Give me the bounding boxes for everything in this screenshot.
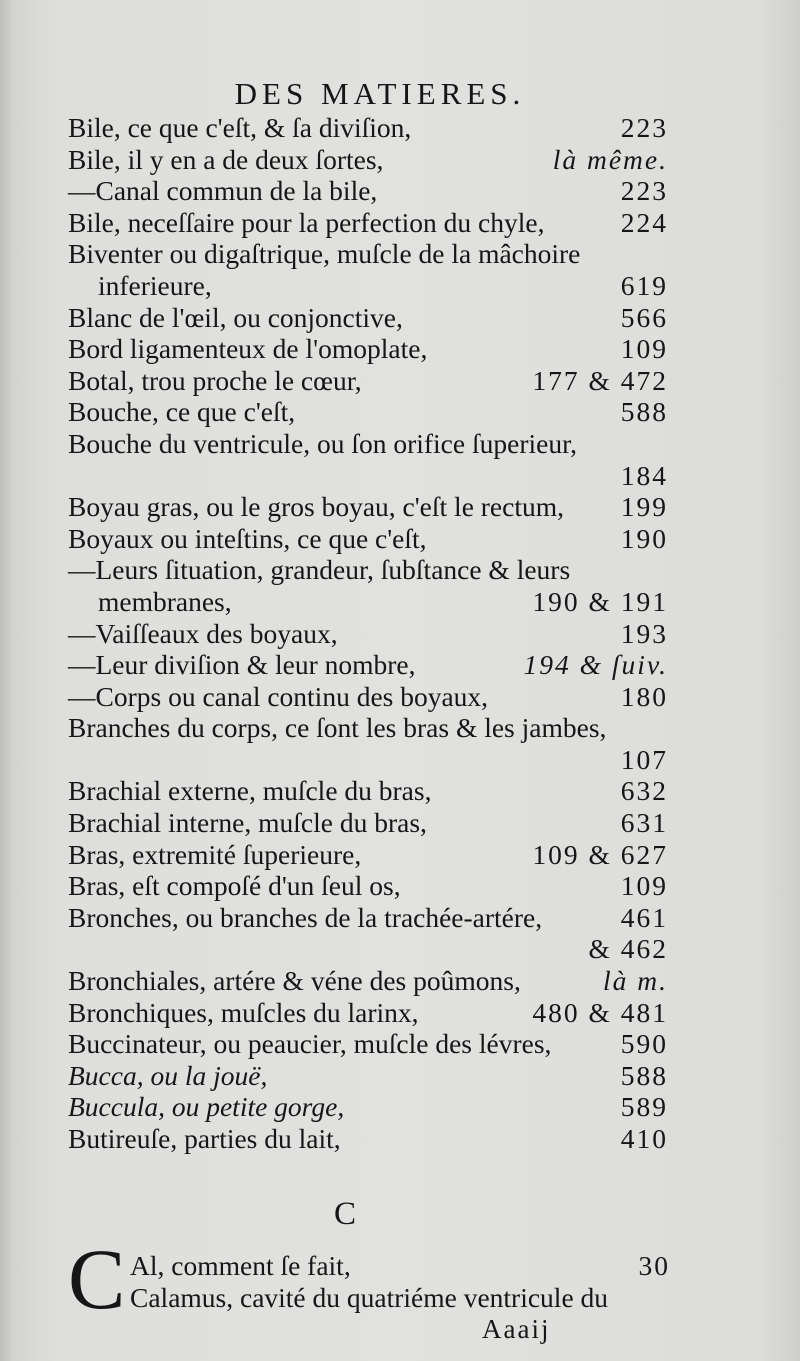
entry-page: 632 — [620, 775, 668, 807]
entry-label: Boyau gras, ou le gros boyau, c'eſt le rectum, — [68, 491, 564, 523]
entry-page: 223 — [620, 112, 668, 143]
entry-label: Bronchiales, artére & véne des poûmons, — [68, 965, 521, 997]
entry-page: 190 & 191 — [532, 585, 668, 617]
index-entry — [68, 207, 668, 239]
index-entry — [68, 396, 668, 428]
entry-label: —Vaiſſeaux des boyaux, — [68, 617, 338, 649]
index-entry — [68, 902, 668, 934]
entry-label: Bile, ce que c'eſt, & ſa diviſion, — [68, 112, 412, 143]
entry-label: Bucca, ou la jouë, — [68, 1059, 268, 1091]
dropcap-letter: C — [68, 1231, 126, 1327]
index-entry — [68, 681, 668, 713]
index-entry — [68, 965, 668, 997]
entry-page: 566 — [620, 301, 668, 333]
entry-label: Bras, extremité ſuperieure, — [68, 838, 362, 870]
entry-label: —Corps ou canal continu des boyaux, — [68, 680, 489, 712]
entry-page: 30 — [638, 1250, 670, 1281]
entry-label: Bile, neceſſaire pour la perfection du chyle, — [68, 206, 545, 238]
entry-label: Brachial externe, muſcle du bras, — [68, 775, 432, 807]
entry-page: 461 — [620, 901, 668, 933]
entry-label: Biventer ou digaſtrique, muſcle de la mâchoire — [68, 238, 581, 270]
index-entry — [68, 870, 668, 902]
entry-label: Butireuſe, parties du lait, — [68, 1123, 341, 1154]
entry-page: 107 — [620, 743, 668, 775]
index-entry — [68, 175, 668, 207]
entry-label: Bouche du ventricule, ou ſon orifice ſuperieur, — [68, 427, 578, 459]
entry-label: Bronches, ou branches de la trachée-artére, — [68, 901, 543, 933]
entry-label: Buccinateur, ou peaucier, muſcle des lévres, — [68, 1028, 552, 1060]
entry-label: Al, comment ſe fait, — [130, 1250, 351, 1281]
entry-label: Buccula, ou petite gorge, — [68, 1091, 345, 1123]
index-entry — [68, 1091, 668, 1123]
entry-page: 193 — [620, 617, 668, 649]
entry-page: là même. — [552, 143, 668, 175]
index-entry — [68, 554, 668, 586]
index-entry — [68, 1028, 668, 1060]
entry-label: Bronchiques, muſcles du larinx, — [68, 996, 419, 1028]
entry-page: 588 — [620, 396, 668, 428]
entry-page: 109 — [620, 870, 668, 902]
index-entry — [68, 649, 668, 681]
entry-page: 410 — [620, 1123, 668, 1154]
entry-label: Blanc de l'œil, ou conjonctive, — [68, 301, 403, 333]
entry-page: 480 & 481 — [532, 996, 668, 1028]
entry-page: 631 — [620, 807, 668, 839]
signature-mark: Aaaij — [482, 1314, 551, 1344]
entry-label: Bras, eſt compoſé d'un ſeul os, — [68, 870, 401, 902]
index-entry — [68, 712, 668, 744]
index-entry — [68, 270, 668, 302]
entry-page: 109 & 627 — [532, 838, 668, 870]
entry-label: Brachial interne, muſcle du bras, — [68, 807, 427, 839]
entry-label: —Leurs ſituation, grandeur, ſubſtance & leurs — [68, 554, 571, 586]
index-entry — [68, 523, 668, 555]
entry-label: Bord ligamenteux de l'omoplate, — [68, 333, 428, 365]
section-letter-heading: C — [333, 1196, 356, 1232]
entry-page: 190 — [620, 522, 668, 554]
entry-page: 180 — [620, 680, 668, 712]
index-entry — [130, 1250, 670, 1282]
entry-label: Botal, trou proche le cœur, — [68, 364, 362, 396]
index-entry — [68, 365, 668, 397]
entry-page: 588 — [620, 1059, 668, 1091]
entry-page: & 462 — [588, 933, 668, 965]
entry-page: 109 — [620, 333, 668, 365]
index-entry — [68, 238, 668, 270]
entry-page: 184 — [620, 459, 668, 491]
index-entry — [68, 775, 668, 807]
entry-label: Calamus, cavité du quatriéme ventricule du — [130, 1281, 609, 1313]
index-entry — [68, 586, 668, 618]
entry-page: 223 — [620, 175, 668, 207]
entry-page: 619 — [620, 269, 668, 301]
index-entry — [68, 997, 668, 1029]
index-entry — [68, 491, 668, 523]
entry-page: là m. — [603, 965, 668, 997]
entry-label: inferieure, — [98, 269, 212, 301]
entry-page: 194 & ſuiv. — [523, 649, 668, 681]
entry-label: Branches du corps, ce ſont les bras & les jambes, — [68, 712, 607, 744]
index-entry — [68, 618, 668, 650]
index-entry — [68, 839, 668, 871]
index-entry — [68, 1060, 668, 1092]
index-entry — [68, 460, 668, 492]
section-c-entries — [130, 1250, 670, 1313]
entry-label: Bouche, ce que c'eſt, — [68, 396, 296, 428]
index-entry — [130, 1282, 670, 1314]
index-entry — [68, 1123, 668, 1155]
index-entry — [68, 302, 668, 334]
entry-page: 590 — [620, 1028, 668, 1060]
entry-label: —Leur diviſion & leur nombre, — [68, 649, 416, 681]
entry-page: 199 — [620, 491, 668, 523]
entry-page: 224 — [620, 206, 668, 238]
index-entry — [68, 933, 668, 965]
index-entries — [68, 112, 668, 1155]
index-entry — [68, 333, 668, 365]
index-entry — [68, 428, 668, 460]
index-entry — [68, 807, 668, 839]
entry-label: Bile, il y en a de deux ſortes, — [68, 143, 384, 175]
page-title: DES MATIERES. — [234, 76, 526, 111]
entry-label: —Canal commun de la bile, — [68, 175, 378, 207]
entry-label: membranes, — [98, 585, 232, 617]
index-entry — [68, 744, 668, 776]
index-entry — [68, 112, 668, 144]
entry-page: 589 — [620, 1091, 668, 1123]
index-entry — [68, 144, 668, 176]
entry-label: Boyaux ou inteſtins, ce que c'eſt, — [68, 522, 427, 554]
entry-page: 177 & 472 — [532, 364, 668, 396]
